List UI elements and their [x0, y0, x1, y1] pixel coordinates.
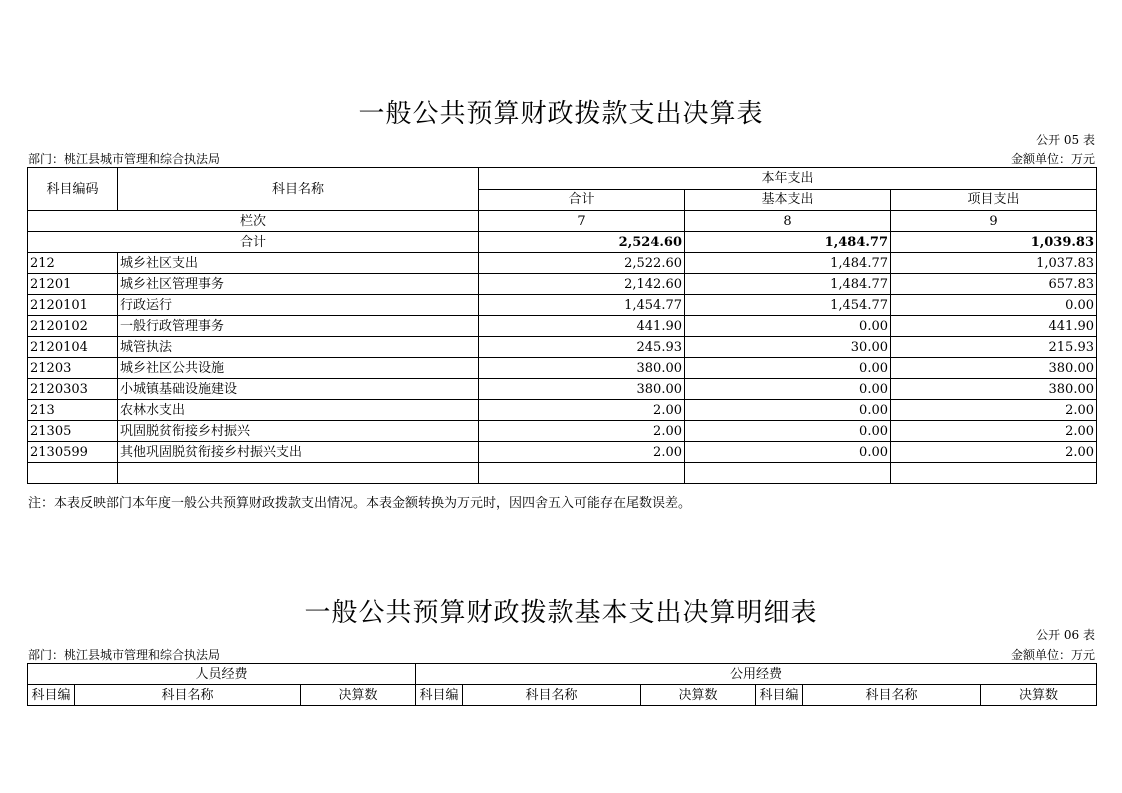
header-amount-3: 决算数	[981, 685, 1097, 706]
table1-note: 注：本表反映部门本年度一般公共预算财政拨款支出情况。本表金额转换为万元时，因四舍五入可能存在尾数误差。	[28, 496, 692, 511]
table-row	[28, 379, 1097, 400]
sum-project: 1,039.83	[891, 232, 1097, 253]
table-row	[28, 442, 1097, 463]
row-total: 245.93	[479, 337, 685, 358]
row-name: 城乡社区管理事务	[118, 274, 479, 295]
table2-department: 部门：桃江县城市管理和综合执法局	[28, 648, 221, 662]
row-project: 380.00	[891, 358, 1097, 379]
row-project: 2.00	[891, 421, 1097, 442]
header-name-1: 科目名称	[75, 685, 301, 706]
empty-row	[28, 463, 1097, 484]
column-index-basic: 8	[685, 211, 891, 232]
row-total: 2.00	[479, 442, 685, 463]
basic-expenditure-detail-table	[27, 663, 1097, 706]
header-code-1: 科目编	[28, 685, 75, 706]
table-row	[28, 274, 1097, 295]
sum-label: 合计	[28, 232, 479, 253]
row-code: 213	[28, 400, 118, 421]
row-name: 小城镇基础设施建设	[118, 379, 479, 400]
header-code-2: 科目编	[416, 685, 463, 706]
table-row	[28, 253, 1097, 274]
row-basic: 1,454.77	[685, 295, 891, 316]
header-total: 合计	[479, 189, 685, 211]
row-project: 2.00	[891, 442, 1097, 463]
header-name-2: 科目名称	[463, 685, 641, 706]
table2-unit: 金额单位：万元	[1010, 648, 1095, 662]
header-project: 项目支出	[891, 189, 1097, 211]
sum-row	[28, 232, 1097, 253]
header-public: 公用经费	[416, 664, 1097, 685]
row-code: 21203	[28, 358, 118, 379]
header-amount-2: 决算数	[641, 685, 756, 706]
table-row	[28, 358, 1097, 379]
row-basic: 1,484.77	[685, 253, 891, 274]
row-name: 巩固脱贫衔接乡村振兴	[118, 421, 479, 442]
header-basic: 基本支出	[685, 189, 891, 211]
column-index-project: 9	[891, 211, 1097, 232]
row-total: 380.00	[479, 358, 685, 379]
row-name: 城乡社区支出	[118, 253, 479, 274]
empty-cell	[28, 463, 118, 484]
row-name: 城管执法	[118, 337, 479, 358]
row-code: 2120303	[28, 379, 118, 400]
row-basic: 0.00	[685, 400, 891, 421]
column-index-label: 栏次	[28, 211, 479, 232]
column-index-total: 7	[479, 211, 685, 232]
row-project: 380.00	[891, 379, 1097, 400]
row-name: 农林水支出	[118, 400, 479, 421]
row-name: 一般行政管理事务	[118, 316, 479, 337]
empty-cell	[685, 463, 891, 484]
sum-basic: 1,484.77	[685, 232, 891, 253]
row-name: 城乡社区公共设施	[118, 358, 479, 379]
table-row	[28, 400, 1097, 421]
row-project: 0.00	[891, 295, 1097, 316]
empty-cell	[118, 463, 479, 484]
row-total: 2,522.60	[479, 253, 685, 274]
table-row	[28, 337, 1097, 358]
row-name: 其他巩固脱贫衔接乡村振兴支出	[118, 442, 479, 463]
row-basic: 0.00	[685, 442, 891, 463]
row-total: 2,142.60	[479, 274, 685, 295]
header-year-spend: 本年支出	[479, 168, 1097, 190]
row-project: 1,037.83	[891, 253, 1097, 274]
row-project: 657.83	[891, 274, 1097, 295]
table1-form-number: 公开 05 表	[1036, 133, 1095, 147]
row-code: 212	[28, 253, 118, 274]
row-code: 2120104	[28, 337, 118, 358]
row-basic: 0.00	[685, 316, 891, 337]
row-project: 215.93	[891, 337, 1097, 358]
row-code: 2120101	[28, 295, 118, 316]
row-basic: 30.00	[685, 337, 891, 358]
table1-department: 部门：桃江县城市管理和综合执法局	[28, 152, 221, 166]
sum-total: 2,524.60	[479, 232, 685, 253]
header-personnel: 人员经费	[28, 664, 416, 685]
row-basic: 0.00	[685, 379, 891, 400]
row-total: 2.00	[479, 400, 685, 421]
table2-form-number: 公开 06 表	[1036, 628, 1095, 642]
table1-title: 一般公共预算财政拨款支出决算表	[358, 99, 764, 129]
row-basic: 0.00	[685, 421, 891, 442]
row-total: 380.00	[479, 379, 685, 400]
table1-unit: 金额单位：万元	[1010, 152, 1095, 166]
row-total: 1,454.77	[479, 295, 685, 316]
row-project: 2.00	[891, 400, 1097, 421]
row-name: 行政运行	[118, 295, 479, 316]
table-row	[28, 421, 1097, 442]
row-basic: 1,484.77	[685, 274, 891, 295]
row-code: 21201	[28, 274, 118, 295]
header-code-3: 科目编	[756, 685, 803, 706]
table-row	[28, 316, 1097, 337]
table2-title: 一般公共预算财政拨款基本支出决算明细表	[304, 598, 818, 628]
row-code: 21305	[28, 421, 118, 442]
row-code: 2130599	[28, 442, 118, 463]
header-name-3: 科目名称	[803, 685, 981, 706]
empty-cell	[479, 463, 685, 484]
empty-cell	[891, 463, 1097, 484]
header-amount-1: 决算数	[301, 685, 416, 706]
header-code: 科目编码	[28, 168, 118, 211]
table-row	[28, 295, 1097, 316]
header-name: 科目名称	[118, 168, 479, 211]
row-total: 441.90	[479, 316, 685, 337]
row-code: 2120102	[28, 316, 118, 337]
row-basic: 0.00	[685, 358, 891, 379]
budget-expenditure-table	[27, 167, 1097, 484]
row-total: 2.00	[479, 421, 685, 442]
row-project: 441.90	[891, 316, 1097, 337]
